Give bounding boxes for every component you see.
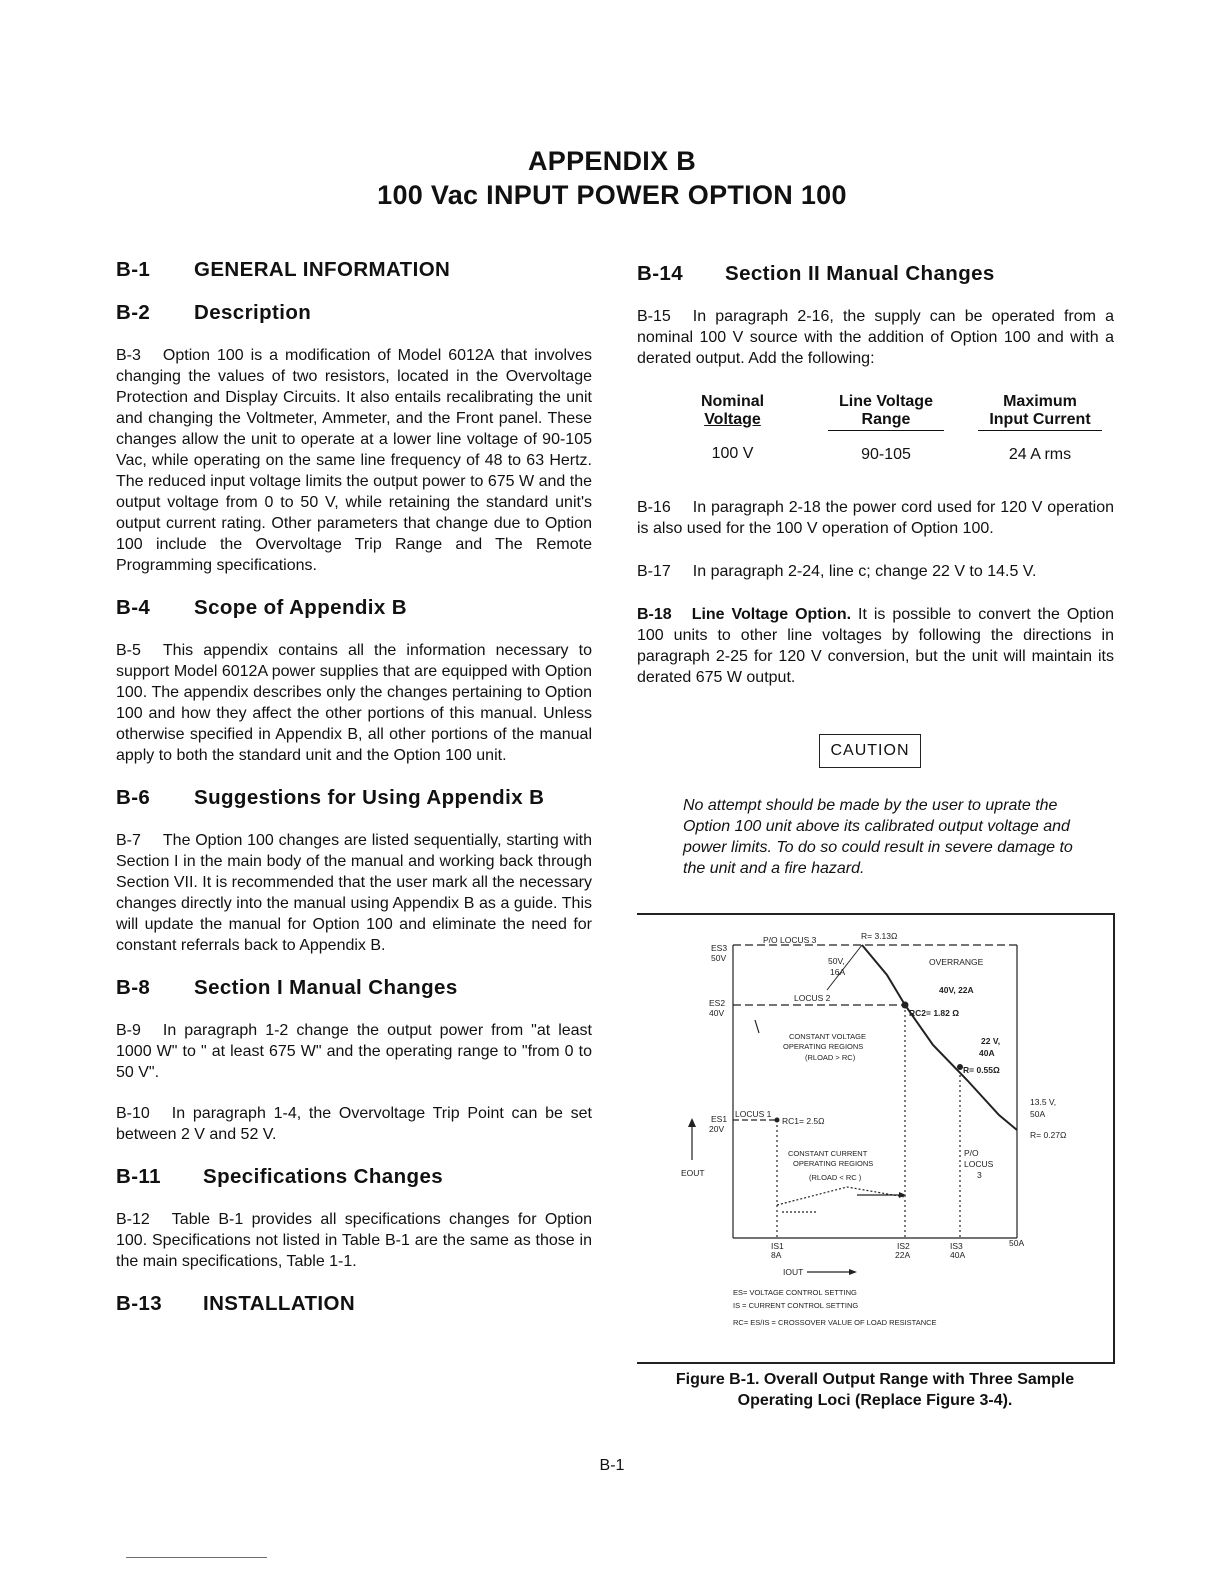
label-is1-a: 8A	[771, 1250, 782, 1260]
paragraph-b18	[637, 604, 1114, 688]
eout-arrowhead	[688, 1118, 696, 1127]
label-iout: IOUT	[783, 1267, 804, 1277]
label-135v: 13.5 V,	[1030, 1097, 1057, 1107]
paragraph-b10: B-10 In paragraph 1-4, the Overvoltage Trip Point can be set between 2 V and 52 V.	[116, 1105, 592, 1143]
spec-col-current	[978, 393, 1102, 464]
appendix-subtitle: 100 Vac INPUT POWER OPTION 100	[377, 180, 847, 210]
heading-b11: B-11 Specifications Changes	[116, 1165, 444, 1188]
label-p-o-locus-3: P/O LOCUS 3	[763, 935, 817, 945]
left-column	[116, 250, 592, 1316]
paragraph-b15: B-15 In paragraph 2-16, the supply can be operated from a nominal 100 V source with the addition of Option 100 and with a derated output. Add the following:	[637, 308, 1114, 367]
label-r-027: R= 0.27Ω	[1030, 1130, 1067, 1140]
caution-warning-text: No attempt should be made by the user to uprate the Option 100 unit above its calibrated output voltage and power limits. To do so could result in severe damage to the unit and a fire hazard.	[683, 797, 1073, 877]
label-rc1: RC1= 2.5Ω	[782, 1116, 825, 1126]
legend-rc: RC= ES/IS = CROSSOVER VALUE OF LOAD RESISTANCE	[733, 1318, 937, 1327]
label-is2: IS2	[897, 1241, 910, 1251]
spec-header-current-l1: Maximum	[1003, 393, 1077, 410]
paragraph-b7: B-7 The Option 100 changes are listed sequentially, starting with Section I in the main body of the manual and working back through Section VII. It is recommended that the user mark all the necessary changes directly into the manual using Appendix B as a guide. This will update the manual for Option 100 and eliminate the need for constant referrals back to Appendix B.	[116, 832, 592, 954]
label-is1: IS1	[771, 1241, 784, 1251]
spec-col-nominal	[680, 393, 785, 463]
label-es2-v: 40V	[709, 1008, 725, 1018]
label-po-locus3-c: LOCUS	[964, 1159, 994, 1169]
label-is2-a: 22A	[895, 1250, 911, 1260]
spec-value-nominal: 100 V	[711, 445, 754, 462]
label-r-313: R= 3.13Ω	[861, 931, 898, 941]
paragraph-b16: B-16 In paragraph 2-18 the power cord used for 120 V operation is also used for the 100 V operation of Option 100.	[637, 499, 1114, 537]
heading-b14: B-14 Section II Manual Changes	[637, 262, 995, 285]
b18-lead: Line Voltage Option.	[691, 606, 852, 623]
appendix-title: APPENDIX B	[527, 146, 697, 176]
right-column-lower	[637, 497, 1114, 688]
label-cc-3: (RLOAD < RC )	[809, 1173, 862, 1182]
heading-b4: B-4 Scope of Appendix B	[116, 596, 407, 619]
label-overrange: OVERRANGE	[929, 957, 984, 967]
label-50a-r: 50A	[1030, 1109, 1046, 1119]
label-es3-v: 50V	[711, 953, 727, 963]
label-po-locus3-b: P/O	[964, 1148, 979, 1158]
label-r-055: R= 0.55Ω	[963, 1065, 1000, 1075]
right-column	[637, 250, 1114, 369]
label-50v: 50V,	[828, 956, 845, 966]
paragraph-b5: B-5 This appendix contains all the information necessary to support Model 6012A power supplies that are equipped with Option 100. The appendix describes only the changes pertaining to Option 100 and how they affect the other portions of this manual. Unless otherwise specified in Appendix B, all other portions of the manual apply to both the standard unit and the Option 100 unit.	[116, 642, 592, 764]
label-40a: 40A	[979, 1048, 995, 1058]
label-rc2: RC2= 1.82 Ω	[909, 1008, 960, 1018]
label-locus-2: LOCUS 2	[794, 993, 831, 1003]
spec-header-nominal-l1: Nominal	[700, 393, 765, 410]
paragraph-b17: B-17 In paragraph 2-24, line c; change 22 V to 14.5 V.	[637, 563, 1037, 580]
page-number: B-1	[599, 1457, 625, 1474]
label-es1: ES1	[711, 1114, 728, 1124]
spec-value-range: 90-105	[861, 446, 911, 463]
label-50a: 50A	[1009, 1238, 1025, 1248]
label-40v-22a: 40V, 22A	[939, 985, 974, 995]
label-es3: ES3	[711, 943, 728, 953]
label-po-locus3-d: 3	[977, 1170, 982, 1180]
output-range-diagram	[637, 915, 1113, 1362]
label-16a: 16A	[830, 967, 846, 977]
spec-value-current: 24 A rms	[1008, 446, 1072, 463]
label-es2: ES2	[709, 998, 726, 1008]
heading-b2: B-2 Description	[116, 301, 312, 324]
label-es1-v: 20V	[709, 1124, 725, 1134]
spec-header-current-l2: Input Current	[978, 411, 1102, 431]
spec-header-range-l2: Range	[828, 411, 944, 431]
paragraph-b3: B-3 Option 100 is a modification of Model 6012A that involves changing the values of two resistors, located in the Overvoltage Protection and Display Circuits. It also entails recalibrating the unit and changing the Voltmeter, Ammeter, and the Front panel. These changes allow the unit to operate at a lower line voltage of 90-105 Vac, while operating on the same line frequency of 48 to 63 Hertz. The reduced input voltage limits the output power to 675 W and the output voltage from 0 to 50 V, while retaining the standard unit's output current rating. Other parameters that change due to Option 100 include the Overvoltage Trip Range and The Remote Programming specifications.	[116, 347, 592, 574]
heading-b13: B-13 INSTALLATION	[116, 1292, 356, 1315]
caution-box: CAUTION	[819, 734, 921, 768]
b18-text: It is possible to convert the Option 100 units to other line voltages by following the directions in paragraph 2-25 for 120 V conversion, but the unit will maintain its derated 675 W output.	[637, 606, 1115, 686]
label-is3: IS3	[950, 1241, 963, 1251]
paragraph-b9: B-9 In paragraph 1-2 change the output power from "at least 1000 W" to " at least 675 W" and the operating range to "from 0 to 50 V".	[116, 1022, 592, 1081]
paragraph-b12: B-12 Table B-1 provides all specifications changes for Option 100. Specifications not listed in Table B-1 are the same as those in the main specifications, Table 1-1.	[116, 1211, 592, 1270]
heading-b1: B-1 GENERAL INFORMATION	[116, 258, 451, 281]
spec-col-range	[828, 393, 944, 464]
spec-header-range-l1: Line Voltage	[839, 393, 933, 410]
heading-b8: B-8 Section I Manual Changes	[116, 976, 458, 999]
legend-is: IS = CURRENT CONTROL SETTING	[733, 1301, 859, 1310]
iout-arrowhead	[849, 1269, 857, 1275]
cv-region-arrow	[755, 1020, 759, 1033]
legend-es: ES= VOLTAGE CONTROL SETTING	[733, 1288, 857, 1297]
label-is3-a: 40A	[950, 1250, 966, 1260]
label-cv-3: (RLOAD > RC)	[805, 1053, 856, 1062]
label-cc-1: CONSTANT CURRENT	[788, 1149, 868, 1158]
label-cc-2: OPERATING REGIONS	[793, 1159, 874, 1168]
label-eout: EOUT	[681, 1168, 705, 1178]
footnote-rule	[126, 1557, 267, 1558]
cc-bracket	[777, 1187, 905, 1205]
label-locus-1: LOCUS 1	[735, 1109, 772, 1119]
b18-number: B-18	[637, 606, 672, 623]
point-40v-22a	[902, 1002, 909, 1009]
figure-caption: Figure B-1. Overall Output Range with Three Sample Operating Loci (Replace Figure 3-4).	[675, 1371, 1075, 1409]
label-cv-2: OPERATING REGIONS	[783, 1042, 864, 1051]
label-22v: 22 V,	[981, 1036, 1001, 1046]
point-rc1	[775, 1118, 780, 1123]
figure-b1	[637, 913, 1115, 1364]
label-cv-1: CONSTANT VOLTAGE	[789, 1032, 866, 1041]
heading-b6: B-6 Suggestions for Using Appendix B	[116, 786, 545, 809]
spec-header-nominal-l2: Voltage	[704, 411, 761, 428]
